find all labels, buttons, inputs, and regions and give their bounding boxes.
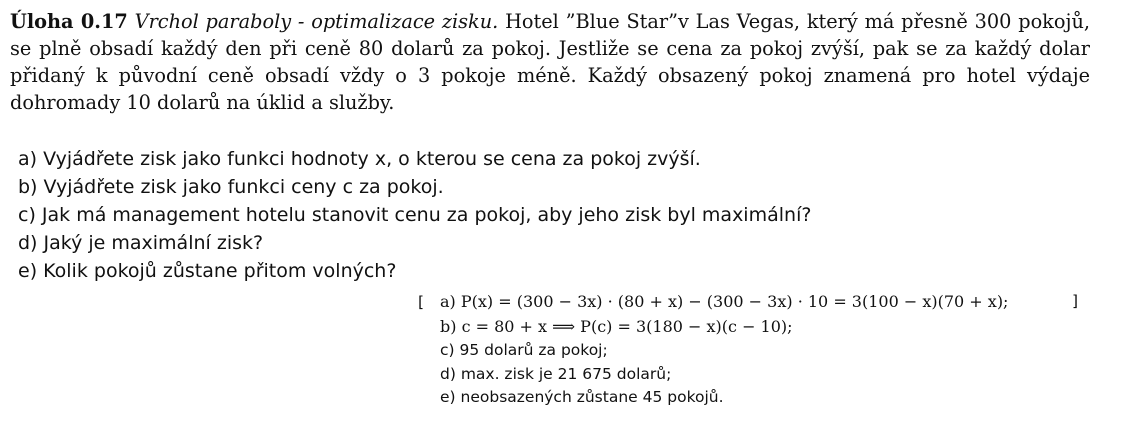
answer-block xyxy=(418,290,1078,410)
problem-title: Úloha 0.17 xyxy=(10,10,128,33)
answer-b: b) c = 80 + x ⟹ P(c) = 3(180 − x)(c − 10); xyxy=(440,316,793,336)
question-a: a) Vyjádřete zisk jako funkci hodnoty x, o kterou se cena za pokoj zvýší. xyxy=(18,148,701,170)
close-bracket: ] xyxy=(1071,292,1078,310)
question-d: d) Jaký je maximální zisk? xyxy=(18,232,264,254)
open-bracket: [ xyxy=(418,293,425,311)
answer-a: a) P(x) = (300 − 3x) · (80 + x) − (300 − 3x) · 10 = 3(100 − x)(70 + x); xyxy=(440,292,1009,311)
question-b: b) Vyjádřete zisk jako funkci ceny c za pokoj. xyxy=(18,176,444,198)
answer-e: e) neobsazených zůstane 45 pokojů. xyxy=(440,388,724,406)
answer-c: c) 95 dolarů za pokoj; xyxy=(440,341,608,359)
problem-subtitle: Vrchol paraboly - optimalizace zisku. xyxy=(134,10,499,33)
problem-statement xyxy=(10,8,1090,116)
question-c: c) Jak má management hotelu stanovit cenu za pokoj, aby jeho zisk byl maximální? xyxy=(18,204,812,226)
answer-row-a xyxy=(418,290,1078,315)
answer-d: d) max. zisk je 21 675 dolarů; xyxy=(440,364,672,383)
answer-row-b xyxy=(418,315,1078,340)
problem-text: Hotel ”Blue Star”v Las Vegas, který má přesně 300 pokojů, se plně obsadí každý den při ceně 80 dolarů za pokoj. Jestliže se cena za pokoj zvýší, pak se za každý dolar přidaný k původní ceně obsadí vždy o 3 pokoje méně. Každý obsazený pokoj znamená pro hotel výdaje dohromady 10 dolarů na úklid a služby. xyxy=(10,10,1090,114)
answer-row-c xyxy=(418,339,1078,363)
question-e: e) Kolik pokojů zůstane přitom volných? xyxy=(18,260,397,282)
answer-row-e xyxy=(418,386,1078,410)
answer-row-d xyxy=(418,363,1078,387)
question-list xyxy=(18,145,1098,285)
